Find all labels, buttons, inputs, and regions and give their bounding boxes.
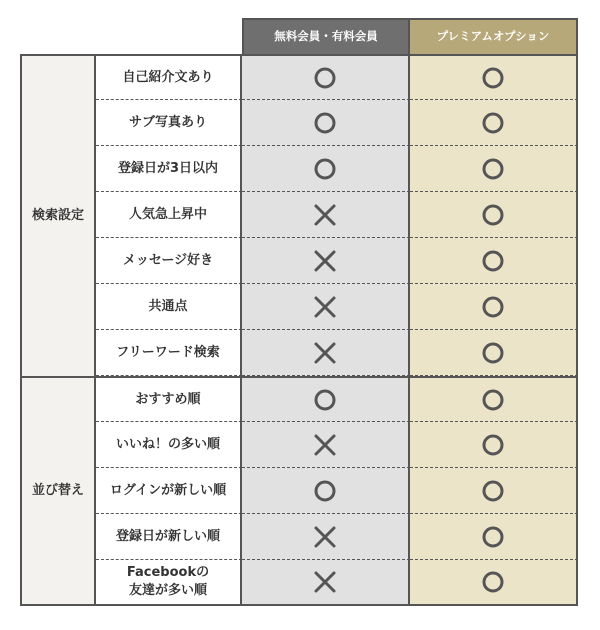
cross-mark-icon [312, 340, 338, 366]
header-blank [20, 18, 242, 54]
feature-label: Facebookの 友達が多い順 [96, 560, 242, 606]
free-plan-cell [242, 284, 410, 330]
feature-label: 自己紹介文あり [96, 54, 242, 100]
circle-mark-icon [480, 340, 506, 366]
premium-option-cell [410, 100, 578, 146]
cross-mark-icon [312, 524, 338, 550]
feature-label: サブ写真あり [96, 100, 242, 146]
premium-option-cell [410, 468, 578, 514]
circle-mark-icon [312, 156, 338, 182]
circle-mark-icon [480, 387, 506, 413]
premium-option-cell [410, 560, 578, 606]
header-free-plan: 無料会員・有料会員 [242, 18, 410, 54]
feature-label: 共通点 [96, 284, 242, 330]
circle-mark-icon [480, 569, 506, 595]
premium-option-cell [410, 54, 578, 100]
comparison-table [20, 18, 578, 606]
premium-option-cell [410, 284, 578, 330]
group-label-search-settings: 検索設定 [20, 54, 96, 376]
feature-label: メッセージ好き [96, 238, 242, 284]
circle-mark-icon [480, 432, 506, 458]
feature-label: おすすめ順 [96, 376, 242, 422]
free-plan-cell [242, 192, 410, 238]
premium-option-cell [410, 192, 578, 238]
free-plan-cell [242, 376, 410, 422]
circle-mark-icon [312, 110, 338, 136]
free-plan-cell [242, 560, 410, 606]
circle-mark-icon [312, 65, 338, 91]
circle-mark-icon [480, 156, 506, 182]
feature-label: フリーワード検索 [96, 330, 242, 376]
free-plan-cell [242, 54, 410, 100]
premium-option-cell [410, 146, 578, 192]
feature-label: 登録日が新しい順 [96, 514, 242, 560]
circle-mark-icon [480, 202, 506, 228]
free-plan-cell [242, 330, 410, 376]
free-plan-cell [242, 468, 410, 514]
cross-mark-icon [312, 432, 338, 458]
cross-mark-icon [312, 569, 338, 595]
circle-mark-icon [480, 110, 506, 136]
circle-mark-icon [480, 294, 506, 320]
feature-label: 人気急上昇中 [96, 192, 242, 238]
free-plan-cell [242, 146, 410, 192]
header-premium-option: プレミアムオプション [410, 18, 578, 54]
premium-option-cell [410, 514, 578, 560]
cross-mark-icon [312, 294, 338, 320]
free-plan-cell [242, 514, 410, 560]
premium-option-cell [410, 422, 578, 468]
circle-mark-icon [312, 387, 338, 413]
feature-label: いいね！の多い順 [96, 422, 242, 468]
circle-mark-icon [480, 478, 506, 504]
free-plan-cell [242, 422, 410, 468]
cross-mark-icon [312, 202, 338, 228]
free-plan-cell [242, 238, 410, 284]
circle-mark-icon [480, 65, 506, 91]
circle-mark-icon [480, 524, 506, 550]
cross-mark-icon [312, 248, 338, 274]
circle-mark-icon [480, 248, 506, 274]
feature-label: 登録日が3日以内 [96, 146, 242, 192]
feature-label: ログインが新しい順 [96, 468, 242, 514]
circle-mark-icon [312, 478, 338, 504]
premium-option-cell [410, 376, 578, 422]
group-label-sort: 並び替え [20, 376, 96, 606]
premium-option-cell [410, 238, 578, 284]
premium-option-cell [410, 330, 578, 376]
free-plan-cell [242, 100, 410, 146]
